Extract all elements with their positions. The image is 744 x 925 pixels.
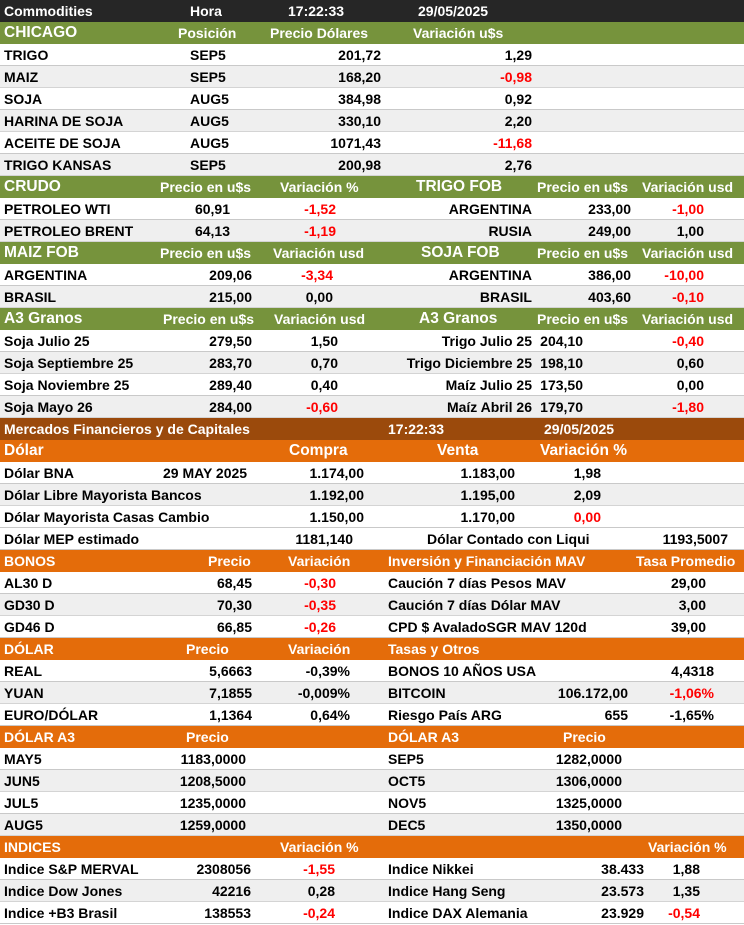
commodity-name: ACEITE DE SOJA (4, 135, 121, 151)
commodity-price: 1071,43 (330, 135, 381, 151)
maiz-fob-price: 215,00 (209, 289, 252, 305)
monedas-tasas-header (0, 638, 744, 660)
monedas-title: DÓLAR (4, 641, 54, 657)
trigo-fob-variation: -1,00 (672, 201, 704, 217)
a3-granos-right-col-precio: Precio en u$s (537, 311, 629, 327)
a3-granos-right-variation: 0,00 (676, 377, 704, 393)
table-row (0, 374, 744, 396)
dolar-name: Dólar BNA (4, 465, 75, 481)
moneda-name: YUAN (4, 685, 44, 701)
bono-price: 66,85 (216, 619, 252, 635)
chicago-header (0, 22, 744, 44)
maiz-fob-variation: 0,00 (305, 289, 333, 305)
commodity-price: 384,98 (338, 91, 381, 107)
a3-granos-name: Soja Julio 25 (4, 333, 90, 349)
indice-right-name: Indice Nikkei (388, 861, 474, 877)
inversion-name: Caución 7 días Pesos MAV (388, 575, 566, 591)
inversion-name: Caución 7 días Dólar MAV (388, 597, 561, 613)
soja-fob-price: 386,00 (588, 267, 631, 283)
tasa-value: -1,06% (669, 685, 714, 701)
dolar-date: 29 MAY 2025 (163, 465, 248, 481)
soja-fob-variation: -10,00 (664, 267, 704, 283)
indice-variation: 0,28 (307, 883, 335, 899)
commodity-name: MAIZ (4, 69, 39, 85)
monedas-col-precio: Precio (186, 641, 229, 657)
indice-right-variation: 1,35 (672, 883, 700, 899)
commodity-position: AUG5 (190, 113, 229, 129)
crudo-trigofob-header (0, 176, 744, 198)
dolar-a3-right-title: DÓLAR A3 (388, 729, 460, 745)
commodities-date: 29/05/2025 (418, 3, 489, 19)
table-row (0, 704, 744, 726)
maiz-fob-price: 209,06 (209, 267, 252, 283)
table-row (0, 484, 744, 506)
indice-right-variation: -0,54 (668, 905, 700, 921)
bono-name: GD46 D (4, 619, 55, 635)
indice-right-value: 23.573 (601, 883, 644, 899)
commodity-name: TRIGO (4, 47, 49, 63)
table-row (0, 572, 744, 594)
commodity-position: SEP5 (190, 157, 226, 173)
dolar-header (0, 440, 744, 462)
tasa-name: BITCOIN (388, 685, 446, 701)
indices-title: INDICES (4, 839, 61, 855)
bono-variation: -0,26 (304, 619, 336, 635)
dolar-a3-name: JUL5 (4, 795, 39, 811)
table-row (0, 770, 744, 792)
tasa-name: Riesgo País ARG (388, 707, 502, 723)
inversion-rate: 39,00 (670, 619, 706, 635)
trigo-fob-col-variacion: Variación usd (642, 179, 734, 195)
trigo-fob-variation: 1,00 (676, 223, 704, 239)
crudo-name: PETROLEO WTI (4, 201, 111, 217)
dolar-venta: 1.183,00 (460, 465, 515, 481)
commodity-variation: 2,20 (504, 113, 532, 129)
mep-value: 1181,140 (295, 531, 353, 547)
bonos-col-variacion: Variación (288, 553, 351, 569)
dolar-a3-price: 1259,0000 (179, 817, 246, 833)
dolar-a3-price: 1208,5000 (179, 773, 246, 789)
inversion-rate: 3,00 (678, 597, 706, 613)
a3-granos-variation: 0,70 (310, 355, 338, 371)
a3-granos-variation: 1,50 (310, 333, 338, 349)
commodity-variation: 2,76 (504, 157, 532, 173)
indices-header (0, 836, 744, 858)
table-row (0, 154, 744, 176)
indice-right-name: Indice DAX Alemania (388, 905, 528, 921)
trigo-fob-col-precio: Precio en u$s (537, 179, 629, 195)
indice-right-value: 23.929 (601, 905, 644, 921)
a3-granos-left-col-precio: Precio en u$s (163, 311, 255, 327)
commodity-price: 200,98 (338, 157, 381, 173)
dolar-col-compra: Compra (289, 442, 348, 459)
a3-granos-header (0, 308, 744, 330)
dolar-a3-name: AUG5 (4, 817, 43, 833)
dolar-a3-right-name: NOV5 (388, 795, 427, 811)
table-row (0, 902, 744, 924)
dolar-a3-right-price: 1325,0000 (555, 795, 622, 811)
ccl-value: 1193,5007 (662, 531, 728, 547)
bono-price: 68,45 (216, 575, 252, 591)
indice-value: 138553 (204, 905, 251, 921)
a3-granos-right-name: Maíz Abril 26 (446, 399, 532, 415)
trigo-fob-price: 233,00 (588, 201, 631, 217)
bono-variation: -0,30 (304, 575, 336, 591)
moneda-name: REAL (4, 663, 43, 679)
commodity-variation: 1,29 (504, 47, 532, 63)
bono-variation: -0,35 (304, 597, 336, 613)
maiz-fob-col-variacion: Variación usd (273, 245, 365, 261)
table-row (0, 286, 744, 308)
commodity-variation: -11,68 (493, 135, 532, 151)
maiz-fob-title: MAIZ FOB (4, 244, 79, 261)
table-row (0, 506, 744, 528)
chicago-col-posicion: Posición (178, 25, 237, 41)
dolar-compra: 1.174,00 (309, 465, 364, 481)
commodity-price: 330,10 (338, 113, 381, 129)
indice-name: Indice Dow Jones (4, 883, 123, 899)
indice-right-value: 38.433 (601, 861, 644, 877)
a3-granos-left-col-variacion: Variación usd (274, 311, 366, 327)
dolar-a3-left-title: DÓLAR A3 (4, 729, 76, 745)
dolar-a3-name: JUN5 (4, 773, 40, 789)
dolar-a3-right-name: SEP5 (388, 751, 424, 767)
indice-variation: -1,55 (303, 861, 335, 877)
chicago-title: CHICAGO (4, 24, 78, 41)
dolar-compra: 1.192,00 (309, 487, 364, 503)
table-row (0, 110, 744, 132)
table-row (0, 44, 744, 66)
moneda-variation: -0,39% (305, 663, 350, 679)
commodity-position: AUG5 (190, 135, 229, 151)
dolar-a3-right-name: DEC5 (388, 817, 426, 833)
table-row (0, 462, 744, 484)
commodity-name: SOJA (4, 91, 43, 107)
table-row (0, 330, 744, 352)
dolar-title: Dólar (4, 442, 44, 459)
a3-granos-right-name: Trigo Julio 25 (441, 333, 532, 349)
mercados-header (0, 418, 744, 440)
crudo-col-precio: Precio en u$s (160, 179, 252, 195)
a3-granos-name: Soja Septiembre 25 (4, 355, 134, 371)
table-row (0, 814, 744, 836)
indice-value: 42216 (212, 883, 251, 899)
table-row (0, 880, 744, 902)
table-row (0, 616, 744, 638)
crudo-name: PETROLEO BRENT (4, 223, 134, 239)
a3-granos-price: 279,50 (209, 333, 252, 349)
moneda-name: EURO/DÓLAR (4, 707, 99, 723)
inversion-name: CPD $ AvaladoSGR MAV 120d (388, 619, 587, 635)
chicago-col-precio: Precio Dólares (270, 25, 369, 41)
dolar-a3-name: MAY5 (4, 751, 42, 767)
inversion-title: Inversión y Financiación MAV (388, 553, 586, 569)
indice-right-variation: 1,88 (672, 861, 700, 877)
table-row (0, 264, 744, 286)
trigo-fob-name: ARGENTINA (448, 201, 532, 217)
dolar-a3-right-name: OCT5 (388, 773, 426, 789)
ccl-label: Dólar Contado con Liqui (427, 531, 590, 547)
tasa-value: -1,65% (669, 707, 714, 723)
crudo-variation: -1,19 (304, 223, 336, 239)
mercados-time: 17:22:33 (388, 421, 445, 437)
tasa-value: 4,4318 (671, 663, 714, 679)
crudo-col-variacion: Variación % (280, 179, 359, 195)
table-row (0, 858, 744, 880)
table-row (0, 792, 744, 814)
soja-fob-price: 403,60 (588, 289, 631, 305)
dolar-variation: 0,00 (573, 509, 601, 525)
commodity-price: 168,20 (338, 69, 381, 85)
commodity-name: TRIGO KANSAS (4, 157, 112, 173)
maizfob-sojafob-header (0, 242, 744, 264)
mercados-title: Mercados Financieros y de Capitales (4, 421, 250, 437)
monedas-col-variacion: Variación (288, 641, 351, 657)
commodity-price: 201,72 (338, 47, 381, 63)
mercados-date: 29/05/2025 (544, 421, 615, 437)
a3-granos-right-variation: -0,40 (672, 333, 704, 349)
indice-variation: -0,24 (303, 905, 335, 921)
a3-granos-right-variation: -1,80 (672, 399, 704, 415)
commodity-position: SEP5 (190, 69, 226, 85)
trigo-fob-price: 249,00 (588, 223, 631, 239)
tasas-title: Tasas y Otros (388, 641, 480, 657)
a3-granos-right-price: 173,50 (540, 377, 583, 393)
a3-granos-variation: -0,60 (306, 399, 338, 415)
indices-right-col-variacion: Variación % (648, 839, 727, 855)
table-row (0, 88, 744, 110)
a3-granos-right-price: 198,10 (540, 355, 583, 371)
table-row (0, 396, 744, 418)
dolar-col-venta: Venta (437, 442, 479, 459)
tasa-mid-value: 106.172,00 (557, 685, 628, 701)
a3-granos-right-name: Trigo Diciembre 25 (406, 355, 532, 371)
commodities-time: 17:22:33 (288, 3, 345, 19)
dolar-col-variacion: Variación % (540, 442, 628, 459)
commodity-name: HARINA DE SOJA (4, 113, 124, 129)
trigo-fob-name: RUSIA (488, 223, 532, 239)
moneda-price: 5,6663 (209, 663, 252, 679)
dolar-variation: 2,09 (573, 487, 601, 503)
dolar-name: Dólar Mayorista Casas Cambio (4, 509, 210, 525)
soja-fob-col-precio: Precio en u$s (537, 245, 629, 261)
a3-granos-right-price: 204,10 (540, 333, 583, 349)
table-row (0, 220, 744, 242)
crudo-price: 60,91 (194, 201, 230, 217)
maiz-fob-name: ARGENTINA (4, 267, 88, 283)
soja-fob-title: SOJA FOB (421, 244, 500, 261)
table-row (0, 594, 744, 616)
dolar-venta: 1.170,00 (460, 509, 515, 525)
hora-label: Hora (190, 3, 222, 19)
maiz-fob-col-precio: Precio en u$s (160, 245, 252, 261)
commodity-variation: -0,98 (500, 69, 532, 85)
crudo-title: CRUDO (4, 178, 61, 195)
table-row (0, 198, 744, 220)
soja-fob-variation: -0,10 (672, 289, 704, 305)
soja-fob-col-variacion: Variación usd (642, 245, 734, 261)
a3-granos-right-variation: 0,60 (676, 355, 704, 371)
table-row (0, 352, 744, 374)
dolar-a3-price: 1235,0000 (179, 795, 246, 811)
dolar-name: Dólar Libre Mayorista Bancos (4, 487, 202, 503)
crudo-price: 64,13 (194, 223, 230, 239)
chicago-col-variacion: Variación u$s (413, 25, 504, 41)
dolar-variation: 1,98 (573, 465, 601, 481)
a3-granos-name: Soja Mayo 26 (4, 399, 93, 415)
crudo-variation: -1,52 (304, 201, 336, 217)
a3-granos-price: 283,70 (209, 355, 252, 371)
dolar-compra: 1.150,00 (309, 509, 364, 525)
mep-ccl-row (0, 528, 744, 550)
a3-granos-price: 289,40 (209, 377, 252, 393)
moneda-variation: 0,64% (310, 707, 350, 723)
commodities-header (0, 0, 744, 22)
indice-name: Indice +B3 Brasil (4, 905, 118, 921)
soja-fob-name: ARGENTINA (448, 267, 532, 283)
bono-name: GD30 D (4, 597, 55, 613)
commodity-position: SEP5 (190, 47, 226, 63)
indice-right-name: Indice Hang Seng (388, 883, 506, 899)
moneda-price: 1,1364 (209, 707, 252, 723)
mep-label: Dólar MEP estimado (4, 531, 140, 547)
inversion-rate: 29,00 (670, 575, 706, 591)
a3-granos-variation: 0,40 (310, 377, 338, 393)
bonos-col-precio: Precio (208, 553, 251, 569)
commodity-variation: 0,92 (504, 91, 532, 107)
bonos-inversion-header (0, 550, 744, 572)
indice-value: 2308056 (196, 861, 251, 877)
bono-name: AL30 D (4, 575, 53, 591)
bono-price: 70,30 (216, 597, 252, 613)
dolar-a3-header (0, 726, 744, 748)
moneda-variation: -0,009% (297, 685, 350, 701)
dolar-a3-right-col-precio: Precio (563, 729, 606, 745)
a3-granos-right-price: 179,70 (540, 399, 583, 415)
a3-granos-price: 284,00 (209, 399, 252, 415)
tasa-mid-value: 655 (604, 707, 628, 723)
a3-granos-right-name: Maíz Julio 25 (445, 377, 532, 393)
indices-left-col-variacion: Variación % (280, 839, 359, 855)
table-row (0, 660, 744, 682)
a3-granos-right-col-variacion: Variación usd (642, 311, 734, 327)
table-row (0, 66, 744, 88)
dolar-a3-left-col-precio: Precio (186, 729, 229, 745)
tasa-name: BONOS 10 AÑOS USA (388, 663, 537, 679)
dolar-a3-right-price: 1350,0000 (555, 817, 622, 833)
maiz-fob-variation: -3,34 (301, 267, 333, 283)
bonos-title: BONOS (4, 553, 56, 569)
soja-fob-name: BRASIL (479, 289, 532, 305)
a3-granos-name: Soja Noviembre 25 (4, 377, 130, 393)
a3-granos-right-title: A3 Granos (419, 310, 498, 327)
inversion-col-tasa: Tasa Promedio (636, 553, 736, 569)
indice-name: Indice S&P MERVAL (4, 861, 139, 877)
a3-granos-left-title: A3 Granos (4, 310, 83, 327)
maiz-fob-name: BRASIL (4, 289, 57, 305)
dolar-venta: 1.195,00 (460, 487, 515, 503)
commodity-position: AUG5 (190, 91, 229, 107)
dolar-a3-price: 1183,0000 (180, 751, 246, 767)
dolar-a3-right-price: 1282,0000 (555, 751, 622, 767)
trigo-fob-title: TRIGO FOB (416, 178, 503, 195)
commodities-title: Commodities (4, 3, 93, 19)
table-row (0, 132, 744, 154)
table-row (0, 748, 744, 770)
table-row (0, 682, 744, 704)
moneda-price: 7,1855 (209, 685, 252, 701)
dolar-a3-right-price: 1306,0000 (555, 773, 622, 789)
